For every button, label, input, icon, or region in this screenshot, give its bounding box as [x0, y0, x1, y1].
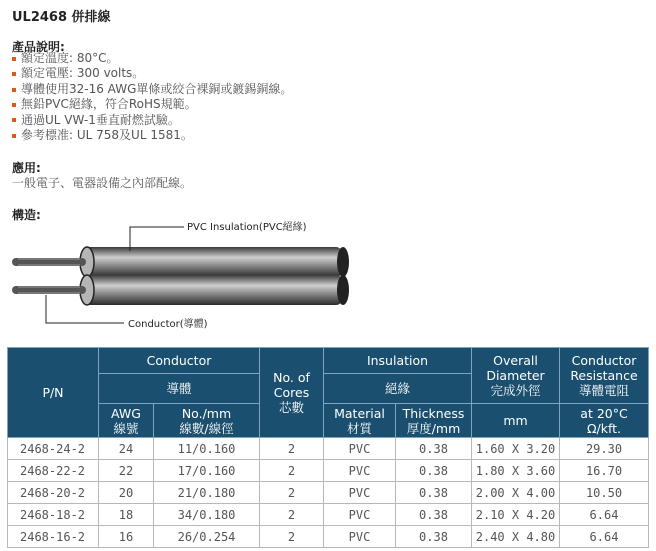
cell-thickness: 0.38: [396, 504, 472, 526]
cell-material: PVC: [324, 460, 396, 482]
cell-od: 2.10 X 4.20: [472, 504, 560, 526]
description-heading: 產品說明:: [12, 40, 65, 54]
cable-construction-diagram: [12, 215, 357, 337]
cell-od: 1.80 X 3.60: [472, 460, 560, 482]
cell-pn: 2468-18-2: [8, 504, 99, 526]
cell-pn: 2468-24-2: [8, 438, 99, 460]
feature-list: [12, 51, 292, 143]
conductor-callout: Conductor(導體): [128, 319, 208, 330]
feature-item: 額定溫度: 80°C。: [12, 51, 292, 66]
header-conductor: Conductor: [99, 348, 260, 374]
bullet-icon: [12, 88, 16, 92]
cell-awg: 24: [99, 438, 154, 460]
cell-res: 6.64: [560, 526, 649, 548]
header-od-unit: mm: [472, 404, 560, 438]
cell-material: PVC: [324, 438, 396, 460]
cell-pn: 2468-16-2: [8, 526, 99, 548]
cell-res: 6.64: [560, 504, 649, 526]
construction-heading: 構造:: [12, 208, 41, 222]
cell-thickness: 0.38: [396, 438, 472, 460]
cell-res: 16.70: [560, 460, 649, 482]
header-insulation: Insulation: [324, 348, 472, 374]
bullet-icon: [12, 72, 16, 76]
header-resistance: Conductor Resistance 導體電阻: [560, 348, 649, 404]
cell-thickness: 0.38: [396, 460, 472, 482]
cell-od: 2.00 X 4.00: [472, 482, 560, 504]
cell-od: 1.60 X 3.20: [472, 438, 560, 460]
insulation-callout: PVC Insulation(PVC絕緣): [187, 222, 307, 233]
cell-awg: 22: [99, 460, 154, 482]
header-cores: No. of Cores 芯數: [260, 348, 324, 438]
header-overall-diameter: Overall Diameter 完成外徑: [472, 348, 560, 404]
cable-jacket-lower: [84, 275, 342, 305]
feature-item: 參考標准: UL 758及UL 1581。: [12, 128, 292, 143]
cell-thickness: 0.38: [396, 526, 472, 548]
header-res-unit: at 20°C Ω/kft.: [560, 404, 649, 438]
applications-heading: 應用:: [12, 161, 41, 175]
cell-awg: 16: [99, 526, 154, 548]
cell-strand: 11/0.160: [154, 438, 260, 460]
header-conductor-zh: 導體: [99, 374, 260, 404]
cell-strand: 26/0.254: [154, 526, 260, 548]
table-row: [8, 482, 649, 504]
cell-thickness: 0.38: [396, 482, 472, 504]
feature-item: 導體使用32-16 AWG單條或絞合裸銅或鍍錫銅線。: [12, 82, 292, 97]
header-insulation-zh: 絕緣: [324, 374, 472, 404]
cell-pn: 2468-20-2: [8, 482, 99, 504]
cell-material: PVC: [324, 504, 396, 526]
bullet-icon: [12, 134, 16, 138]
header-pn: P/N: [8, 348, 99, 438]
feature-item: 無鉛PVC絕緣，符合RoHS規範。: [12, 97, 292, 112]
table-row: [8, 460, 649, 482]
page-title: UL2468 併排線: [12, 10, 111, 25]
cell-strand: 17/0.160: [154, 460, 260, 482]
cell-cores: 2: [260, 526, 324, 548]
cell-res: 10.50: [560, 482, 649, 504]
cell-cores: 2: [260, 460, 324, 482]
cell-awg: 20: [99, 482, 154, 504]
header-strand: No./mm 線數/線徑: [154, 404, 260, 438]
cell-cores: 2: [260, 438, 324, 460]
cell-pn: 2468-22-2: [8, 460, 99, 482]
cell-cores: 2: [260, 482, 324, 504]
header-thickness: Thickness 厚度/mm: [396, 404, 472, 438]
cell-strand: 21/0.180: [154, 482, 260, 504]
cell-cores: 2: [260, 504, 324, 526]
header-awg: AWG 線號: [99, 404, 154, 438]
cell-material: PVC: [324, 482, 396, 504]
cell-od: 2.40 X 4.80: [472, 526, 560, 548]
cable-end-lower: [337, 275, 349, 305]
cable-jacket-upper: [84, 247, 342, 277]
spec-table: [7, 347, 649, 548]
bullet-icon: [12, 103, 16, 107]
cell-res: 29.30: [560, 438, 649, 460]
table-row: [8, 438, 649, 460]
cell-strand: 34/0.180: [154, 504, 260, 526]
table-row: [8, 504, 649, 526]
header-material: Material 材質: [324, 404, 396, 438]
cable-end-upper: [337, 247, 349, 277]
table-row: [8, 526, 649, 548]
feature-item: 通過UL VW-1垂直耐燃試驗。: [12, 113, 292, 128]
feature-item: 額定電壓: 300 volts。: [12, 66, 292, 81]
bullet-icon: [12, 118, 16, 122]
bullet-icon: [12, 57, 16, 61]
applications-text: 一般電子、電器設備之內部配線。: [12, 176, 193, 190]
cell-material: PVC: [324, 526, 396, 548]
cell-awg: 18: [99, 504, 154, 526]
